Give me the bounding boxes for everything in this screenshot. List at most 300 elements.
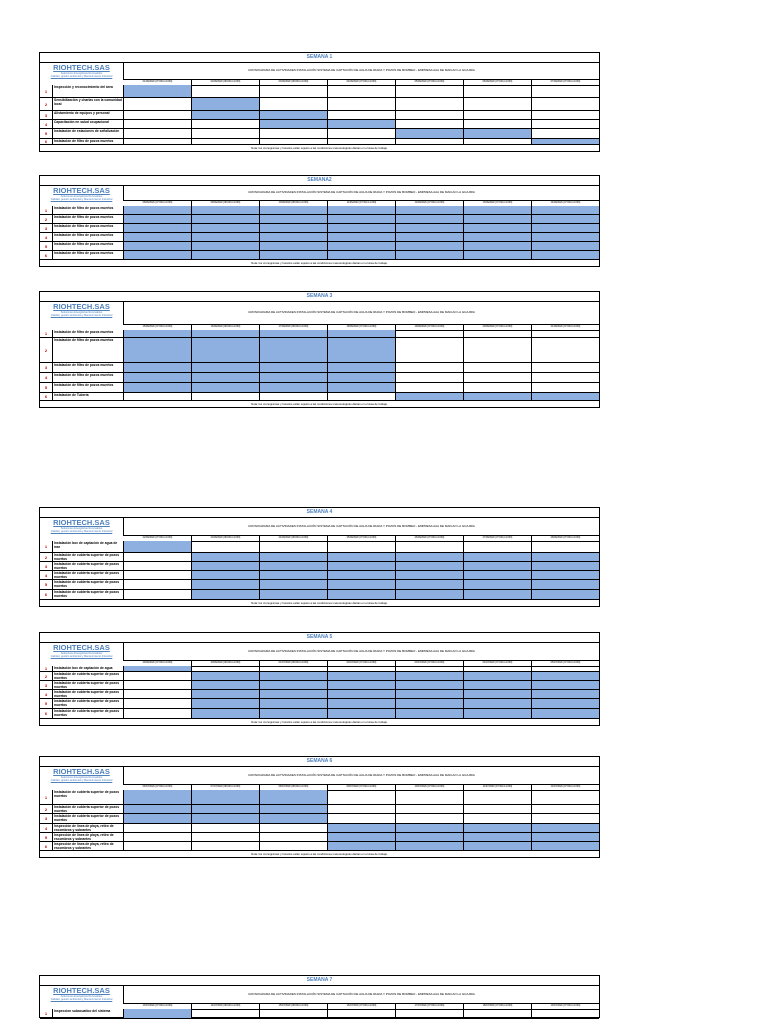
date-header-cell: 27/06/2020 (07:000-14:000) [463,536,531,541]
scheduled-day-cell [259,111,327,119]
scheduled-day-cell [191,363,259,372]
day-cell [395,139,463,144]
day-cell [124,709,191,718]
row-number: 3 [40,111,53,119]
day-cell [259,85,327,97]
day-cells [124,242,599,250]
day-cells [124,251,599,259]
scheduled-day-cell [191,805,259,813]
day-cell [124,681,191,689]
scheduled-day-cell [531,709,599,718]
scheduled-day-cell [124,790,191,804]
company-logo [40,985,124,1004]
scheduled-day-cell [259,338,327,362]
week-title: SEMANA 6 [40,757,599,767]
brand-tagline: Soluciones Energéticas Renovables [60,776,103,779]
week-block [39,975,600,1018]
day-cell [531,541,599,552]
scheduled-day-cell [395,709,463,718]
date-header-cell: 11/07/2020 (07:000-14:000) [463,785,531,790]
activity-row [40,393,599,401]
schedule-description: CRONOGRAMA DE ACTIVIDADES INSTALACIÓN SISTEMA DE CAPTACIÓN DE AGUA DE RIADA Y POZOS DE BOMBEO - EMPRESA AAA DE MAICAO LA GUAJIRA [248,772,475,777]
activity-row [40,709,599,719]
week-title: SEMANA2 [40,176,599,186]
date-header-cell: 02/07/2020 (07:000-14:000) [327,661,395,666]
brand-name: RIOHTECH.SAS [53,643,110,652]
activity-label: Instalación de cubierta superior de pozos muertos [53,805,124,813]
date-header-cell: 30/06/2020 (08:000-14:000) [191,661,259,666]
day-cell [124,393,191,400]
scheduled-day-cell [327,224,395,232]
scheduled-day-cell [395,233,463,241]
date-header-cell: 15/07/2020 (08:000-14:000) [259,1004,327,1009]
day-cell [463,541,531,552]
scheduled-day-cell [327,562,395,570]
scheduled-day-cell [191,206,259,214]
day-cell [191,842,259,850]
scheduled-day-cell [191,242,259,250]
scheduled-day-cell [531,672,599,680]
row-number: 5 [40,699,53,708]
day-cells [124,672,599,680]
row-number: 2 [40,98,53,110]
day-cell [531,111,599,119]
scheduled-day-cell [124,85,191,97]
brand-tagline: Soluciones Energéticas Renovables [60,311,103,314]
scheduled-day-cell [395,129,463,138]
row-number: 6 [40,709,53,718]
scheduled-day-cell [259,553,327,561]
activity-row [40,233,599,242]
scheduled-day-cell [191,681,259,689]
day-cells [124,393,599,400]
activity-rows [40,1009,599,1019]
scheduled-day-cell [463,553,531,561]
scheduled-day-cell [191,672,259,680]
scheduled-day-cell [191,251,259,259]
row-number: 6 [40,251,53,259]
week-block [39,52,600,152]
schedule-description: CRONOGRAMA DE ACTIVIDADES INSTALACIÓN SISTEMA DE CAPTACIÓN DE AGUA DE RIADA Y POZOS DE BOMBEO - EMPRESA AAA DE MAICAO LA GUAJIRA [248,310,475,314]
scheduled-day-cell [531,562,599,570]
activity-label: Instalación de filtro de pozos muertos [53,206,124,214]
date-header-cell: 20/06/2020 (07:000-14:000) [463,325,531,330]
day-cell [259,98,327,110]
scheduled-day-cell [259,251,327,259]
date-header-cell: 07/06/2020 (07:000-14:000) [531,80,599,85]
scheduled-day-cell [259,363,327,372]
activity-label: Instalación de Tubería [53,393,124,400]
schedule-note: Nota: los cronogramas y horarios están sujetos a las condiciones meteorologicas diarias en el área de trabajo. [251,261,388,265]
day-cells [124,233,599,241]
activity-label: Instalación de cubierta superior de pozos muertos [53,571,124,579]
date-header-cell: 15/06/2020 (07:000-14:000) [142,325,173,328]
activity-label: Instalación de cubierta superior de pozos muertos [53,681,124,689]
day-cell [124,690,191,698]
activity-row [40,373,599,383]
date-header-cell: 25/06/2020 (07:000-14:000) [327,536,395,541]
activity-label: Instalación box de captación de agua [53,666,124,671]
day-cell [463,85,531,97]
brand-tagline-2: Calidad, gestión ambiental y Mantenimiento Industrial [50,530,113,533]
scheduled-day-cell [531,224,599,232]
activity-row [40,206,599,215]
scheduled-day-cell [124,242,191,250]
scheduled-day-cell [124,233,191,241]
row-number: 2 [40,215,53,223]
scheduled-day-cell [395,824,463,832]
activity-row [40,590,599,600]
day-cell [259,129,327,138]
day-cell [395,790,463,804]
day-cell [327,139,395,144]
scheduled-day-cell [531,251,599,259]
activity-label: Instalación box de captación de agua de mar [53,541,124,552]
day-cell [124,699,191,708]
scheduled-day-cell [463,206,531,214]
scheduled-day-cell [463,709,531,718]
scheduled-day-cell [191,580,259,589]
scheduled-day-cell [531,580,599,589]
day-cell [259,842,327,850]
brand-name: RIOHTECH.SAS [53,767,110,776]
week-title: SEMANA 5 [40,633,599,643]
day-cell [531,120,599,128]
day-cell [259,824,327,832]
scheduled-day-cell [124,805,191,813]
day-cell [531,98,599,110]
row-number: 1 [40,1009,53,1018]
day-cells [124,842,599,850]
scheduled-day-cell [191,709,259,718]
scheduled-day-cell [531,215,599,223]
date-header-cell: 18/07/2020 (07:000-14:000) [463,1004,531,1009]
scheduled-day-cell [259,690,327,698]
day-cell [124,842,191,850]
scheduled-day-cell [395,224,463,232]
scheduled-day-cell [327,681,395,689]
scheduled-day-cell [259,672,327,680]
date-header-cell: 01/07/2020 (08:000-14:000) [259,661,327,666]
activity-label: Capacitación en salud ocupacional [53,120,124,128]
activity-label: Instalación de cubierta superior de pozos muertos [53,553,124,561]
scheduled-day-cell [191,330,259,337]
day-cell [124,111,191,119]
scheduled-day-cell [531,690,599,698]
scheduled-day-cell [395,206,463,214]
scheduled-day-cell [124,330,191,337]
schedule-description: CRONOGRAMA DE ACTIVIDADES INSTALACIÓN SISTEMA DE CAPTACIÓN DE AGUA DE RIADA Y POZOS DE BOMBEO - EMPRESA AAA DE MAICAO LA GUAJIRA [248,190,475,194]
day-cell [327,790,395,804]
date-header-cell: 03/07/2020 (07:000-14:000) [395,661,463,666]
activity-row [40,224,599,233]
activity-row [40,681,599,690]
activity-label: Instalación de filtro de pozos muertos [53,233,124,241]
scheduled-day-cell [327,690,395,698]
date-header-cell: 01/06/2020 (07:000-14:000) [142,80,173,83]
day-cell [191,824,259,832]
day-cells [124,681,599,689]
day-cell [395,805,463,813]
row-number: 1 [40,330,53,337]
week-block [39,175,600,267]
scheduled-day-cell [463,681,531,689]
day-cell [395,363,463,372]
day-cell [531,85,599,97]
row-number: 5 [40,242,53,250]
row-number: 3 [40,562,53,570]
brand-tagline-2: Calidad, gestión ambiental y Mantenimiento Industrial [50,998,113,1001]
day-cell [259,139,327,144]
activity-label: Instalación de filtro de pozos muertos [53,373,124,382]
day-cell [327,111,395,119]
scheduled-day-cell [191,814,259,823]
scheduled-day-cell [327,363,395,372]
scheduled-day-cell [191,699,259,708]
scheduled-day-cell [463,129,531,138]
date-header-cell: 29/06/2020 (07:000-14:000) [142,661,173,664]
scheduled-day-cell [124,666,191,671]
scheduled-day-cell [463,242,531,250]
activity-label: Instalación de filtro de pozos muertos [53,338,124,362]
week-title: SEMANA 4 [40,508,599,518]
scheduled-day-cell [327,699,395,708]
row-number: 2 [40,553,53,561]
scheduled-day-cell [531,824,599,832]
day-cells [124,824,599,832]
scheduled-day-cell [259,709,327,718]
row-number: 4 [40,233,53,241]
activity-label: Inspección de línea de playa, retiro de escombros y sobrantes [53,842,124,850]
activity-row [40,129,599,139]
scheduled-day-cell [124,383,191,392]
day-cell [259,666,327,671]
activity-label: Instalación de filtro de pozos muertos [53,139,124,144]
schedule-note: Nota: los cronogramas y horarios están sujetos a las condiciones meteorologicas diarias en el área de trabajo. [251,402,388,406]
day-cell [191,129,259,138]
day-cell [327,805,395,813]
day-cell [395,541,463,552]
scheduled-day-cell [463,215,531,223]
row-number: 3 [40,681,53,689]
scheduled-day-cell [124,1009,191,1018]
activity-label: Instalación de filtro de pozos muertos [53,215,124,223]
scheduled-day-cell [327,824,395,832]
activity-label: Instalación de cubierta superior de pozos muertos [53,814,124,823]
scheduled-day-cell [259,242,327,250]
scheduled-day-cell [259,699,327,708]
day-cell [463,139,531,144]
brand-tagline: Soluciones Energéticas Renovables [60,652,103,655]
activity-row [40,251,599,260]
scheduled-day-cell [463,571,531,579]
week-block [39,632,600,726]
day-cell [327,666,395,671]
day-cell [327,129,395,138]
row-number: 4 [40,824,53,832]
scheduled-day-cell [395,562,463,570]
brand-tagline: Soluciones Energéticas Renovables [60,195,103,198]
date-header-cell: 12/06/2020 (07:000-14:000) [395,201,463,206]
scheduled-day-cell [531,699,599,708]
date-header-cell: 10/06/2020 (08:000-14:000) [259,201,327,206]
day-cell [259,1009,327,1018]
row-number: 5 [40,383,53,392]
activity-label: Inspección y reconocimiento del área [53,85,124,97]
scheduled-day-cell [124,224,191,232]
day-cells [124,129,599,138]
scheduled-day-cell [327,215,395,223]
scheduled-day-cell [531,681,599,689]
scheduled-day-cell [191,562,259,570]
scheduled-day-cell [259,215,327,223]
date-header-cell: 17/07/2020 (07:000-14:000) [395,1004,463,1009]
activity-label: Instalación de filtro de pozos muertos [53,251,124,259]
brand-name: RIOHTECH.SAS [53,518,110,527]
scheduled-day-cell [463,842,531,850]
row-number: 6 [40,139,53,144]
activity-label: Instalación de cubierta superior de pozos muertos [53,562,124,570]
date-header-cell: 07/07/2020 (08:000-14:000) [191,785,259,790]
scheduled-day-cell [463,580,531,589]
scheduled-day-cell [327,709,395,718]
scheduled-day-cell [327,251,395,259]
schedule-note: Nota: los cronogramas y horarios están sujetos a las condiciones meteorologicas diarias en el área de trabajo. [251,601,388,605]
day-cells [124,85,599,97]
day-cell [463,330,531,337]
row-number: 3 [40,814,53,823]
activity-rows [40,541,599,600]
scheduled-day-cell [463,833,531,841]
date-header-cell: 14/06/2020 (07:000-14:000) [531,201,599,206]
activity-row [40,805,599,814]
date-header-cell: 13/06/2020 (07:000-14:000) [463,201,531,206]
day-cell [463,790,531,804]
brand-tagline: Soluciones Energéticas Renovables [60,527,103,530]
scheduled-day-cell [395,672,463,680]
activity-row [40,571,599,580]
activity-rows [40,206,599,260]
scheduled-day-cell [395,580,463,589]
scheduled-day-cell [327,373,395,382]
date-header-cell: 24/06/2020 (08:000-14:000) [259,536,327,541]
scheduled-day-cell [259,373,327,382]
scheduled-day-cell [124,363,191,372]
scheduled-day-cell [531,833,599,841]
scheduled-day-cell [327,330,395,337]
scheduled-day-cell [124,338,191,362]
scheduled-day-cell [191,571,259,579]
scheduled-day-cell [463,824,531,832]
date-header-cell: 09/06/2020 (08:000-14:000) [191,201,259,206]
day-cell [531,363,599,372]
date-header-cell: 02/06/2020 (08:000-14:000) [191,80,259,85]
activity-label: Instalación de cubierta superior de pozos muertos [53,699,124,708]
day-cell [463,120,531,128]
activity-row [40,1009,599,1019]
scheduled-day-cell [191,224,259,232]
company-logo [40,185,124,201]
scheduled-day-cell [191,790,259,804]
brand-tagline: Soluciones Energéticas Renovables [60,72,103,75]
schedule-description: CRONOGRAMA DE ACTIVIDADES INSTALACIÓN SISTEMA DE CAPTACIÓN DE AGUA DE RIADA Y POZOS DE BOMBEO - EMPRESA AAA DE MAICAO LA GUAJIRA [248,991,475,996]
day-cell [463,805,531,813]
brand-name: RIOHTECH.SAS [53,986,110,995]
date-header-cell: 18/06/2020 (07:000-14:000) [327,325,395,330]
scheduled-day-cell [124,206,191,214]
scheduled-day-cell [395,571,463,579]
schedule-description: CRONOGRAMA DE ACTIVIDADES INSTALACIÓN SISTEMA DE CAPTACIÓN DE AGUA DE RIADA Y POZOS DE BOMBEO - EMPRESA AAA DE MAICAO LA GUAJIRA [248,523,475,528]
day-cell [327,85,395,97]
activity-rows [40,790,599,851]
week-title: SEMANA 7 [40,976,599,986]
date-header-cell: 16/06/2020 (08:000-14:000) [191,325,259,330]
date-header-cell: 16/07/2020 (07:000-14:000) [327,1004,395,1009]
scheduled-day-cell [259,590,327,599]
day-cell [124,590,191,599]
scheduled-day-cell [395,393,463,400]
week-block [39,291,600,408]
brand-name: RIOHTECH.SAS [53,186,110,195]
scheduled-day-cell [327,672,395,680]
row-number: 6 [40,393,53,400]
day-cells [124,690,599,698]
company-logo [40,301,124,325]
day-cell [124,553,191,561]
scheduled-day-cell [463,562,531,570]
scheduled-day-cell [395,833,463,841]
activity-row [40,215,599,224]
scheduled-day-cell [531,206,599,214]
activity-row [40,562,599,571]
day-cells [124,139,599,144]
scheduled-day-cell [395,842,463,850]
activity-row [40,120,599,129]
scheduled-day-cell [327,120,395,128]
day-cells [124,120,599,128]
activity-rows [40,330,599,401]
activity-label: Instalación de estaciones de señalización [53,129,124,138]
week-title: SEMANA 1 [40,53,599,63]
activity-label: Instalación de cubierta superior de pozos muertos [53,672,124,680]
schedule-note: Nota: los cronogramas y horarios están sujetos a las condiciones meteorologicas diarias en el área de trabajo. [251,146,388,150]
day-cell [463,111,531,119]
day-cell [463,98,531,110]
day-cells [124,571,599,579]
day-cells [124,338,599,362]
activity-row [40,824,599,833]
day-cell [124,833,191,841]
date-header-cell: 22/06/2020 (07:000-14:000) [142,536,173,539]
schedule-description: CRONOGRAMA DE ACTIVIDADES INSTALACIÓN SISTEMA DE CAPTACIÓN DE AGUA DE RIADA Y POZOS DE BOMBEO - EMPRESA AAA DE MAICAO LA GUAJIRA [248,648,475,653]
scheduled-day-cell [259,383,327,392]
day-cell [124,98,191,110]
activity-label: Instalación de cubierta superior de pozos muertos [53,790,124,804]
day-cells [124,373,599,382]
brand-name: RIOHTECH.SAS [53,63,110,72]
row-number: 4 [40,571,53,579]
scheduled-day-cell [259,120,327,128]
activity-row [40,111,599,120]
day-cell [124,672,191,680]
row-number: 2 [40,672,53,680]
activity-label: Instalación de filtro de pozos muertos [53,224,124,232]
scheduled-day-cell [395,690,463,698]
scheduled-day-cell [327,590,395,599]
activity-row [40,98,599,111]
day-cell [191,1009,259,1018]
row-number: 4 [40,373,53,382]
